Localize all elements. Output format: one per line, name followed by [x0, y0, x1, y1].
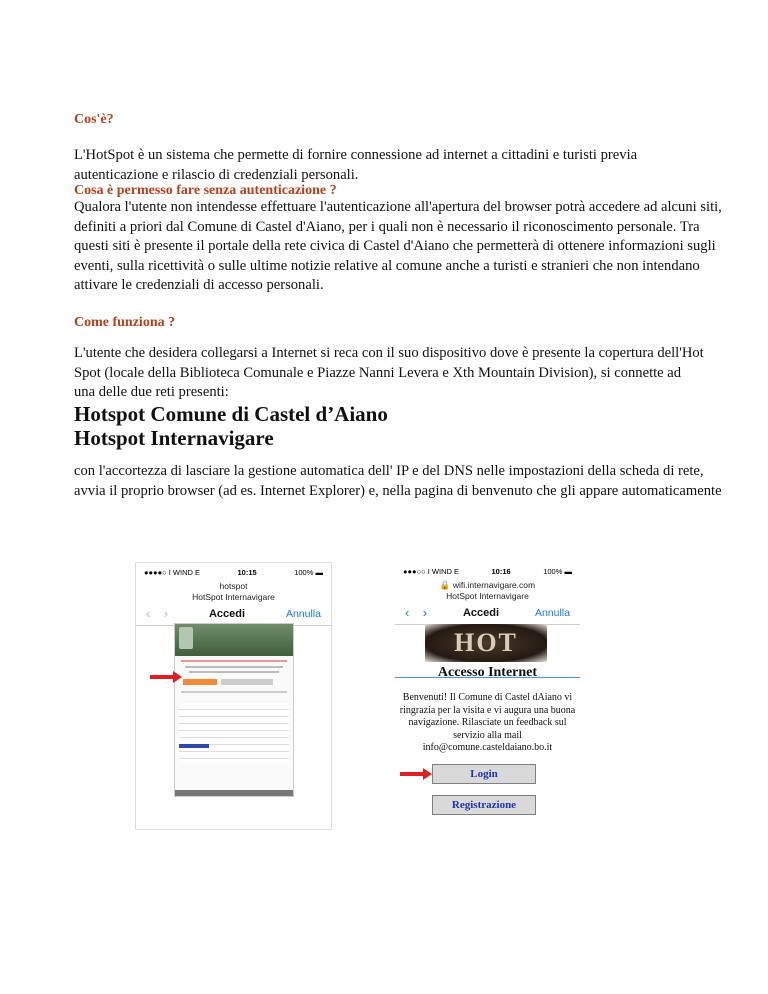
time-label: 10:15	[237, 567, 257, 577]
network-name-2: Hotspot Internavigare	[74, 426, 274, 450]
nav-title: Accedi	[208, 608, 246, 620]
portal-divider	[181, 660, 287, 662]
cancel-link[interactable]: Annulla	[534, 607, 570, 619]
portal-footer	[175, 790, 293, 796]
cancel-link[interactable]: Annulla	[285, 608, 321, 620]
welcome-text: Benvenuti! Il Comune di Castel dAiano vi ringrazia per la visita e vi augura una buona navigazione. Rilasciate un feedback sul servizio alla mail info@comune.casteldaiano.bo.it	[399, 692, 576, 753]
embedded-portal-page	[174, 623, 294, 797]
portal-text-line	[181, 691, 287, 693]
back-icon[interactable]: ‹	[405, 605, 410, 620]
portal-text-line	[185, 666, 283, 668]
phone-screenshot-right	[395, 562, 580, 678]
section-title-permesso: Cosa è permesso fare senza autenticazione ?	[74, 183, 337, 198]
url-bar	[136, 581, 331, 603]
status-bar	[136, 563, 331, 581]
portal-banner-image	[175, 624, 293, 656]
hotspot-banner-image: HOT	[425, 624, 547, 662]
url-bar	[395, 580, 580, 602]
nav-chevrons	[146, 605, 168, 623]
url-host: hotspot	[219, 581, 248, 591]
battery-label: 100% ▬	[294, 567, 323, 577]
access-heading: Accesso Internet	[437, 665, 538, 680]
section-text-permesso: Qualora l'utente non intendesse effettuare l'autenticazione all'apertura del browser potrà accedere ad alcuni siti, definiti a priori dal Comune di Castel d'Aiano, per i quali non è necessario il riconoscimento personale. Tra questi siti è presente il portale della rete civica di Castel d'Aiano che permetterà di ottenere informazioni sugli eventi, sulla ricettività o sulle ultime notizie relative al comune anche a turisti e stranieri che non intendano attivare le credenziali di accesso personali.	[74, 199, 722, 293]
carrier-label: ●●●●○ I WIND E	[144, 567, 200, 577]
red-arrow-right	[400, 772, 424, 776]
nav-bar	[395, 602, 580, 625]
nav-chevrons	[405, 604, 427, 622]
battery-label: 100% ▬	[543, 566, 572, 576]
back-icon[interactable]: ‹	[146, 606, 151, 621]
url-title: HotSpot Internavigare	[446, 591, 529, 601]
portal-secondary-button[interactable]	[221, 679, 273, 685]
portal-link-list	[179, 703, 289, 763]
time-label: 10:16	[491, 566, 511, 576]
section-text-istruzioni: con l'accortezza di lasciare la gestione automatica dell' IP e del DNS nelle impostazioni della scheda di rete, avvia il proprio browser (ad es. Internet Explorer) e, nella pagina di benvenuto che gli appare automaticamente	[74, 463, 722, 499]
section-title-funziona: Come funziona ?	[74, 315, 176, 330]
carrier-label: ●●●○○ I WIND E	[403, 566, 459, 576]
network-name-1: Hotspot Comune di Castel d’Aiano	[74, 402, 388, 426]
status-bar	[395, 562, 580, 580]
phone-screenshot-left	[135, 562, 332, 830]
portal-login-button[interactable]	[183, 679, 217, 685]
portal-blue-link[interactable]	[179, 744, 209, 748]
register-button[interactable]: Registrazione	[432, 795, 536, 815]
portal-buttons	[183, 679, 285, 685]
section-text-funziona: L'utente che desidera collegarsi a Internet si reca con il suo dispositivo dove è presente la copertura dell'Hot Spot (locale della Biblioteca Comunale e Piazze Nanni Levera e Xth Mountain Division), si connette ad una delle due reti presenti:	[74, 345, 704, 400]
portal-text-line	[189, 671, 279, 673]
nav-title: Accedi	[462, 607, 500, 619]
section-text-cose: L'HotSpot è un sistema che permette di fornire connessione ad internet a cittadini e turisti previa autenticazione e rilascio di credenziali personali.	[74, 147, 638, 183]
forward-icon[interactable]: ›	[163, 606, 169, 621]
url-host: 🔒 wifi.internavigare.com	[439, 580, 536, 590]
red-arrow-left	[150, 675, 174, 679]
url-title: HotSpot Internavigare	[192, 592, 275, 602]
section-title-cose: Cos'è?	[74, 112, 114, 127]
forward-icon[interactable]: ›	[422, 605, 428, 620]
login-button[interactable]: Login	[432, 764, 536, 784]
crest-icon	[179, 627, 193, 649]
